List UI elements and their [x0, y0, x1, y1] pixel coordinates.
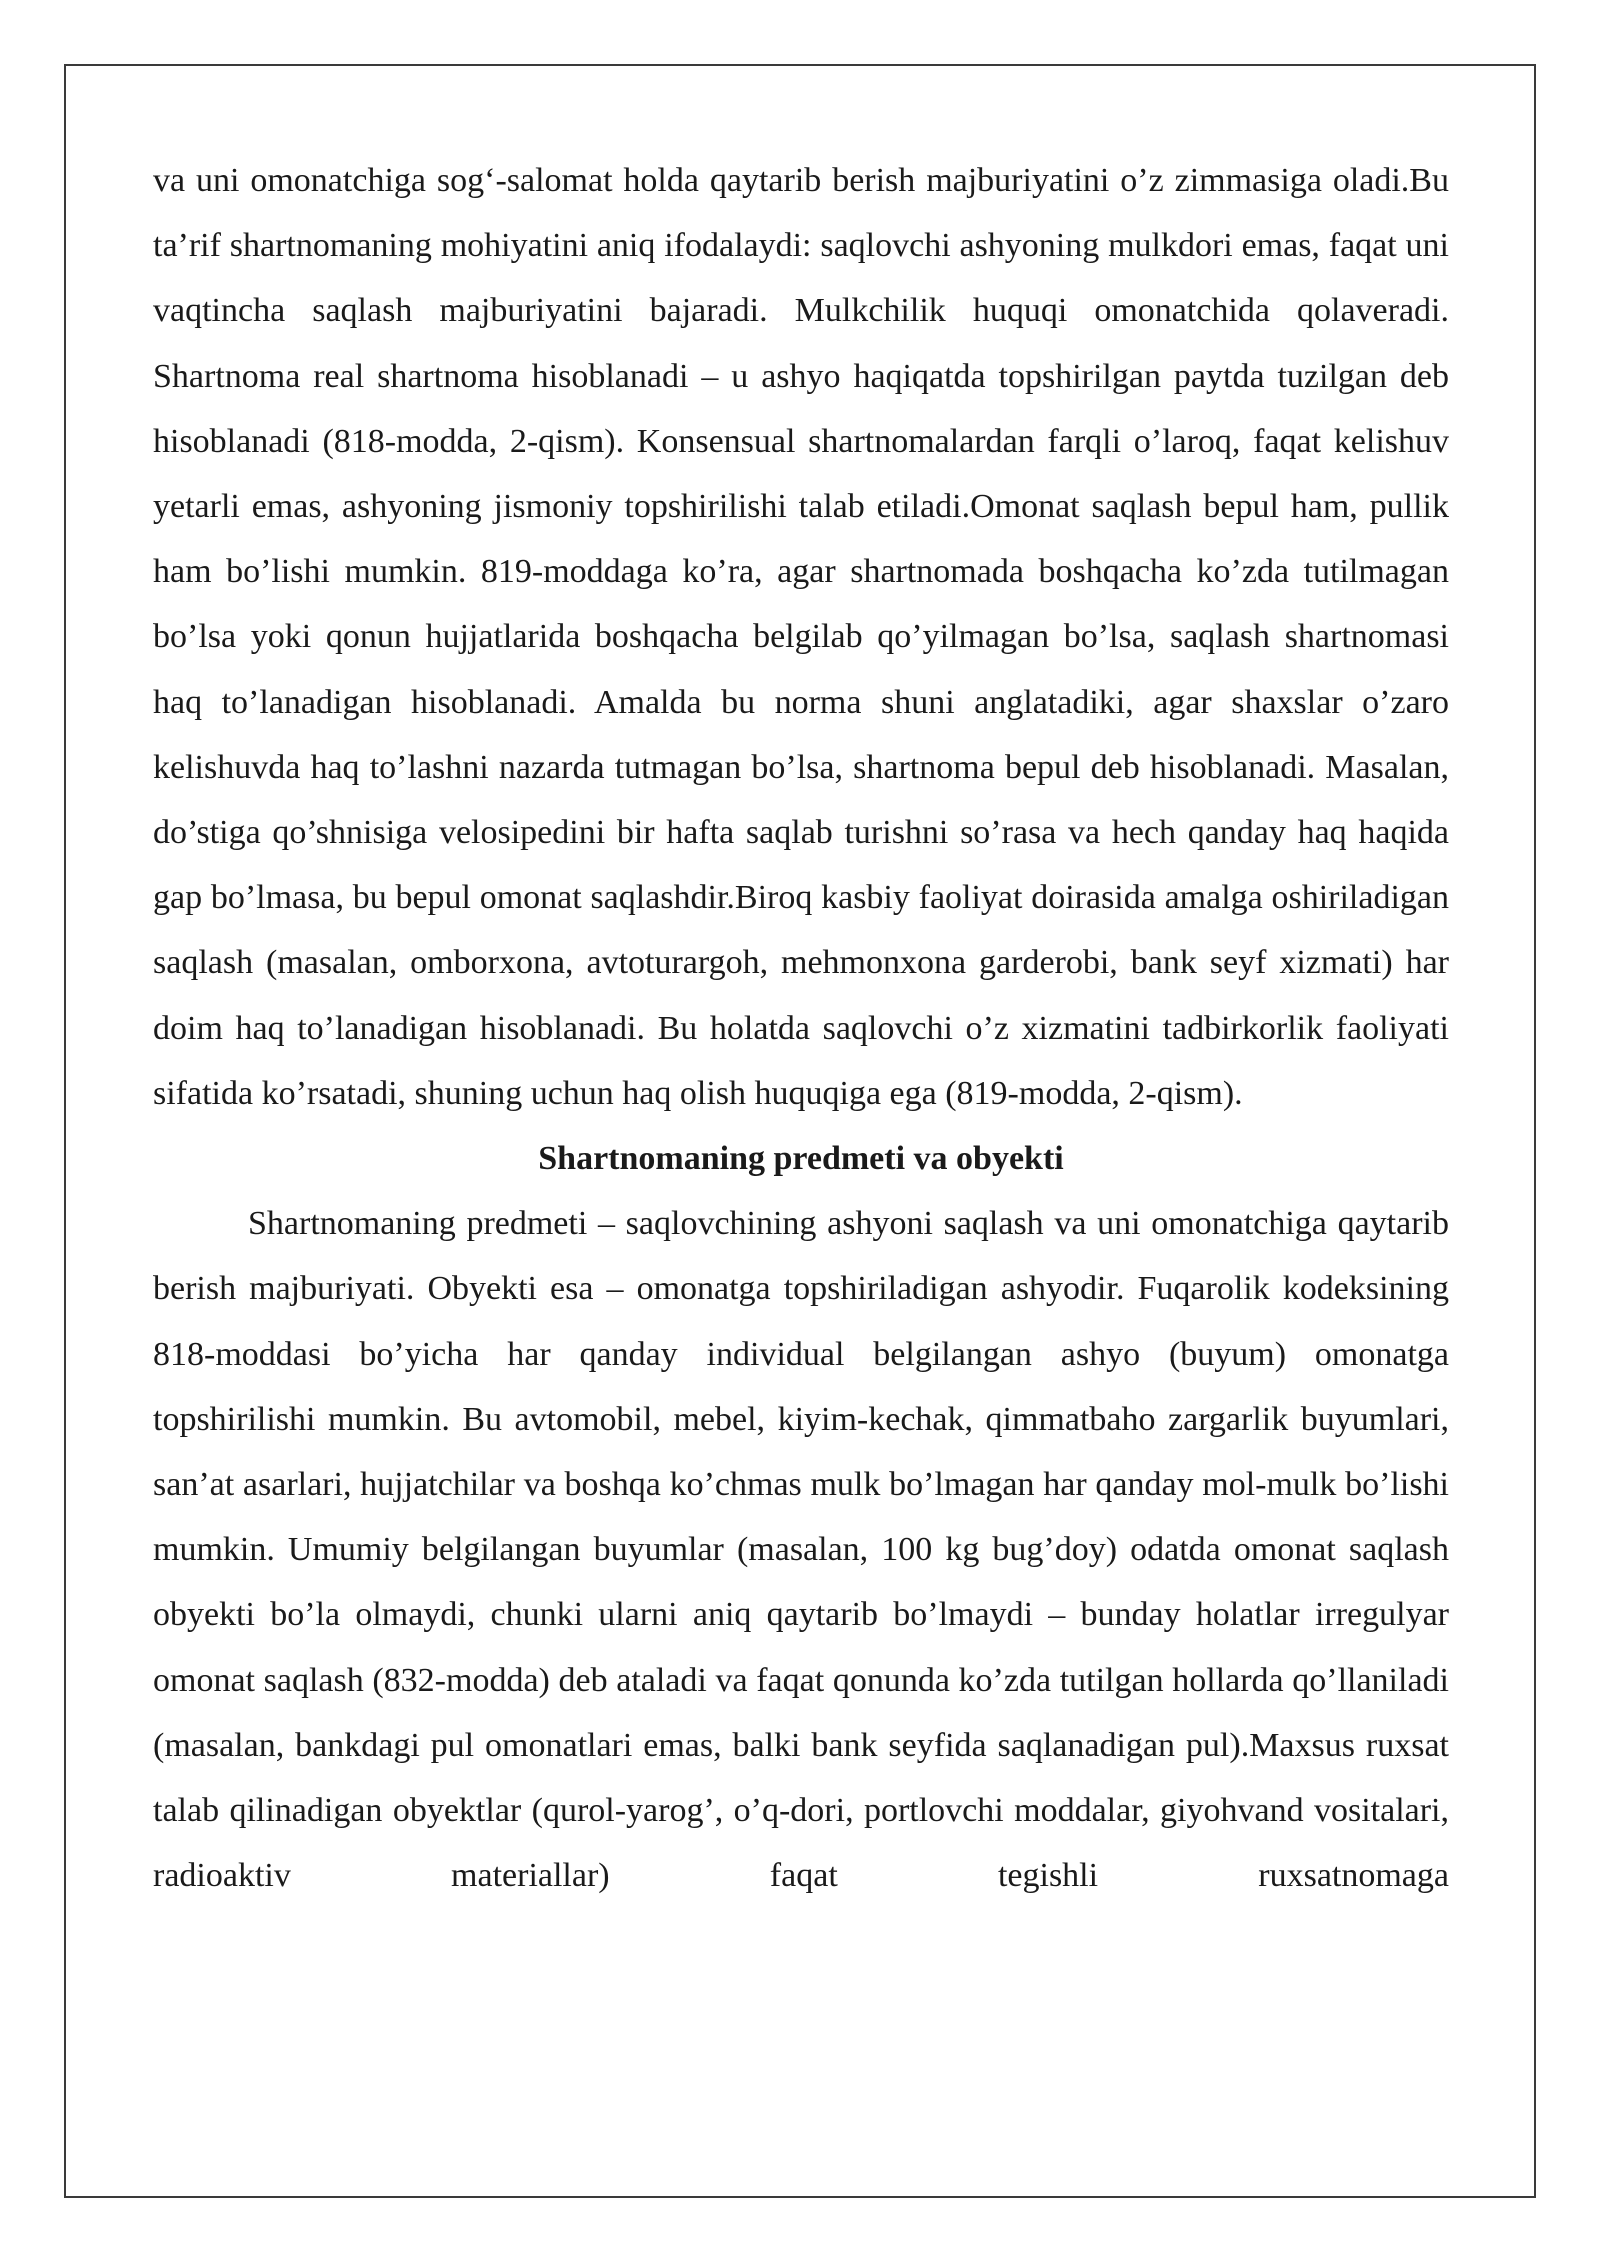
document-body: [153, 148, 1449, 1908]
section-heading: Shartnomaning predmeti va obyekti: [538, 1140, 1064, 1178]
body-paragraph-1: va uni omonatchiga sog‘-salomat holda qaytarib berish majburiyatini o’z zimmasiga oladi.Bu ta’rif shartnomaning mohiyatini aniq ifodalaydi: saqlovchi ashyoning mulkdori emas, faqat uni vaqtincha saqlash majburiyatini bajaradi. Mulkchilik huquqi omonatchida qolaveradi. Shartnoma real shartnoma hisoblanadi – u ashyo haqiqatda topshirilgan paytda tuzilgan deb hisoblanadi (818-modda, 2-qism). Konsensual shartnomalardan farqli o’laroq, faqat kelishuv yetarli emas, ashyoning jismoniy topshirilishi talab etiladi.Omonat saqlash bepul ham, pullik ham bo’lishi mumkin. 819-moddaga ko’ra, agar shartnomada boshqacha ko’zda tutilmagan bo’lsa yoki qonun hujjatlarida boshqacha belgilab qo’yilmagan bo’lsa, saqlash shartnomasi haq to’lanadigan hisoblanadi. Amalda bu norma shuni anglatadiki, agar shaxslar o’zaro kelishuvda haq to’lashni nazarda tutmagan bo’lsa, shartnoma bepul deb hisoblanadi. Masalan, do’stiga qo’shnisiga velosipedini bir hafta saqlab turishni so’rasa va hech qanday haq haqida gap bo’lmasa, bu bepul omonat saqlashdir.Biroq kasbiy faoliyat doirasida amalga oshiriladigan saqlash (masalan, omborxona, avtoturargoh, mehmonxona garderobi, bank seyf xizmati) har doim haq to’lanadigan hisoblanadi. Bu holatda saqlovchi o’z xizmatini tadbirkorlik faoliyati sifatida ko’rsatadi, shuning uchun haq olish huquqiga ega (819-modda, 2-qism).: [153, 162, 1449, 1112]
body-paragraph-2: Shartnomaning predmeti – saqlovchining ashyoni saqlash va uni omonatchiga qaytarib berish majburiyati. Obyekti esa – omonatga topshiriladigan ashyodir. Fuqarolik kodeksining 818-moddasi bo’yicha har qanday individual belgilangan ashyo (buyum) omonatga topshirilishi mumkin. Bu avtomobil, mebel, kiyim-kechak, qimmatbaho zargarlik buyumlari, san’at asarlari, hujjatchilar va boshqa ko’chmas mulk bo’lmagan har qanday mol-mulk bo’lishi mumkin. Umumiy belgilangan buyumlar (masalan, 100 kg bug’doy) odatda omonat saqlash obyekti bo’la olmaydi, chunki ularni aniq qaytarib bo’lmaydi – bunday holatlar irregulyar omonat saqlash (832-modda) deb ataladi va faqat qonunda ko’zda tutilgan hollarda qo’llaniladi (masalan, bankdagi pul omonatlari emas, balki bank seyfida saqlanadigan pul).Maxsus ruxsat talab qilinadigan obyektlar (qurol-yarog’, o’q-dori, portlovchi moddalar, giyohvand vositalari, radioaktiv materiallar) faqat tegishli ruxsatnomaga: [153, 1205, 1449, 1895]
